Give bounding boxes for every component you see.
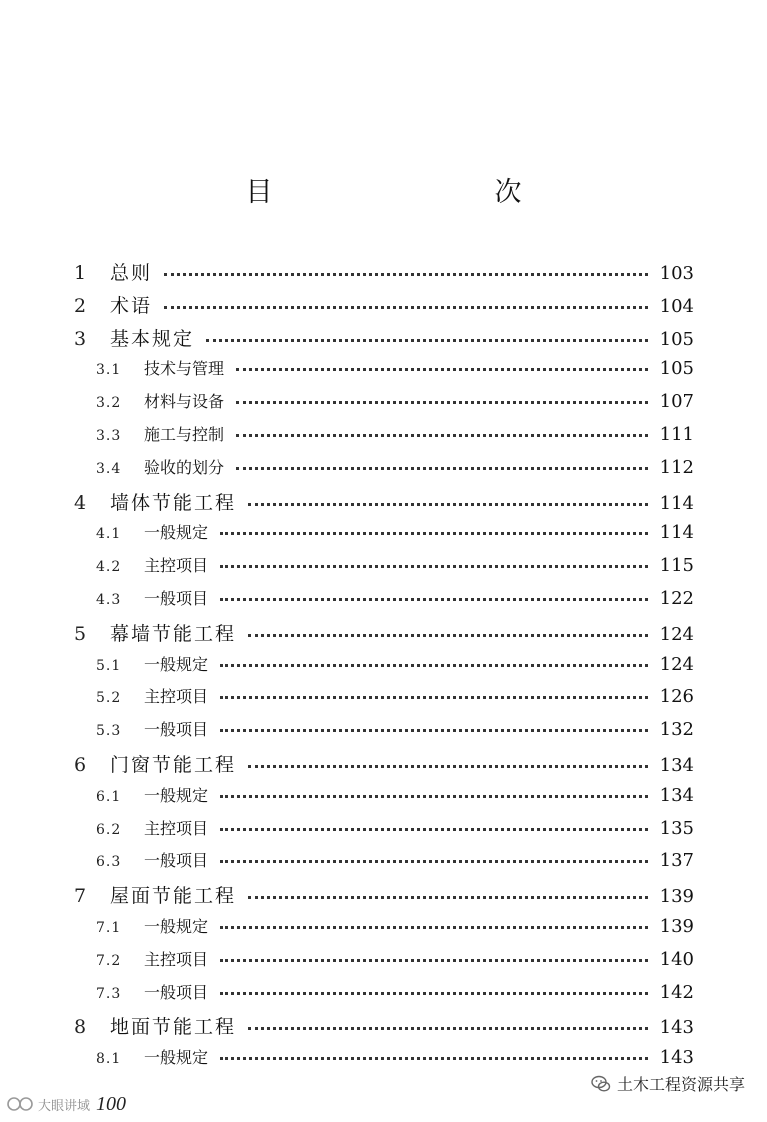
toc-leader-dots [248, 628, 648, 637]
toc-leader-dots [164, 300, 648, 309]
toc-entry-label: 主控项目 [144, 556, 209, 576]
footer-watermark [6, 1092, 126, 1116]
toc-leader-dots [236, 428, 648, 437]
toc-entry-label: 屋面节能工程 [110, 885, 237, 908]
toc-section-entry [72, 652, 694, 685]
toc-section-entry [72, 684, 694, 717]
toc-entry-number: 5.1 [96, 657, 122, 674]
toc-entry-label: 一般规定 [144, 523, 209, 543]
toc-entry-number: 4.2 [96, 559, 122, 576]
toc-leader-dots [220, 854, 648, 863]
watermark-text: 大眼讲域 [38, 1098, 91, 1114]
table-of-contents [72, 258, 694, 1078]
toc-entry-page: 137 [659, 850, 694, 872]
toc-entry-label: 主控项目 [144, 949, 209, 969]
toc-entry-label: 一般项目 [144, 982, 209, 1002]
toc-chapter-entry [72, 881, 694, 914]
toc-entry-number: 3 [74, 327, 87, 350]
toc-chapter-entry [72, 291, 694, 324]
toc-entry-label: 幕墙节能工程 [110, 622, 237, 645]
toc-entry-page: 105 [659, 358, 694, 380]
toc-leader-dots [220, 723, 648, 732]
toc-entry-page: 132 [659, 719, 694, 741]
toc-leader-dots [248, 890, 648, 899]
toc-entry-label: 墙体节能工程 [110, 491, 237, 514]
toc-chapter-entry [72, 324, 694, 357]
toc-leader-dots [248, 1021, 648, 1030]
page-number: 100 [96, 1092, 127, 1115]
toc-section-entry [72, 586, 694, 619]
toc-entry-page: 105 [659, 328, 694, 350]
toc-entry-number: 5.2 [96, 690, 122, 707]
toc-section-entry [72, 553, 694, 586]
toc-entry-number: 3.2 [96, 395, 122, 412]
toc-entry-number: 7.1 [96, 919, 122, 936]
toc-section-entry [72, 389, 694, 422]
toc-entry-page: 114 [659, 492, 694, 514]
toc-entry-label: 技术与管理 [144, 359, 225, 379]
toc-leader-dots [220, 559, 648, 568]
toc-entry-page: 111 [659, 423, 694, 445]
toc-entry-number: 6.2 [96, 821, 122, 838]
toc-entry-label: 一般规定 [144, 785, 209, 805]
toc-leader-dots [220, 789, 648, 798]
toc-entry-number: 3.3 [96, 427, 122, 444]
toc-chapter-entry [72, 750, 694, 783]
toc-entry-page: 122 [659, 587, 694, 609]
toc-leader-dots [248, 497, 648, 506]
toc-entry-number: 4.3 [96, 591, 122, 608]
toc-entry-page: 124 [659, 623, 694, 645]
toc-entry-page: 134 [659, 784, 694, 806]
toc-section-entry [72, 980, 694, 1013]
wechat-account-name: 土木工程资源共享 [616, 1075, 745, 1094]
toc-leader-dots [206, 333, 648, 342]
toc-entry-label: 术语 [110, 294, 153, 317]
toc-entry-number: 2 [74, 294, 87, 317]
toc-entry-page: 143 [659, 1017, 694, 1039]
toc-entry-number: 4 [74, 491, 87, 514]
toc-leader-dots [220, 526, 648, 535]
toc-entry-number: 7.3 [96, 985, 122, 1002]
toc-entry-page: 107 [659, 391, 694, 413]
toc-entry-number: 3.1 [96, 362, 122, 379]
toc-leader-dots [236, 395, 648, 404]
toc-section-entry [72, 783, 694, 816]
toc-entry-page: 140 [659, 948, 694, 970]
toc-section-entry [72, 914, 694, 947]
toc-entry-number: 6.1 [96, 788, 122, 805]
page-title: 目 次 [245, 177, 578, 208]
toc-entry-number: 5.3 [96, 723, 122, 740]
toc-entry-page: 139 [659, 915, 694, 937]
toc-section-entry [72, 455, 694, 488]
toc-entry-page: 114 [659, 522, 694, 544]
toc-entry-page: 104 [659, 295, 694, 317]
toc-entry-page: 135 [659, 817, 694, 839]
toc-entry-number: 6.3 [96, 854, 122, 871]
toc-entry-page: 103 [659, 263, 694, 284]
toc-leader-dots [236, 461, 648, 470]
toc-entry-number: 7.2 [96, 952, 122, 969]
wechat-icon [591, 1074, 611, 1094]
toc-entry-page: 115 [659, 555, 694, 577]
toc-entry-label: 一般项目 [144, 851, 209, 871]
toc-section-entry [72, 816, 694, 849]
toc-entry-number: 7 [74, 885, 87, 908]
toc-leader-dots [220, 920, 648, 929]
toc-leader-dots [164, 267, 648, 276]
toc-leader-dots [220, 1051, 648, 1060]
toc-entry-number: 8 [74, 1016, 87, 1039]
toc-entry-page: 143 [659, 1047, 694, 1069]
toc-entry-label: 施工与控制 [144, 424, 225, 444]
toc-chapter-entry [72, 258, 694, 291]
toc-entry-label: 主控项目 [144, 687, 209, 707]
toc-leader-dots [220, 986, 648, 995]
toc-entry-page: 112 [659, 456, 694, 478]
toc-section-entry [72, 848, 694, 881]
toc-entry-number: 5 [74, 622, 87, 645]
toc-entry-label: 总则 [110, 262, 153, 284]
toc-entry-page: 142 [659, 981, 694, 1003]
toc-entry-label: 一般规定 [144, 654, 209, 674]
toc-entry-label: 材料与设备 [144, 392, 225, 412]
toc-leader-dots [236, 362, 648, 371]
toc-entry-label: 基本规定 [110, 327, 195, 350]
toc-leader-dots [220, 822, 648, 831]
toc-section-entry [72, 520, 694, 553]
toc-entry-number: 1 [74, 262, 87, 284]
toc-entry-label: 主控项目 [144, 818, 209, 838]
toc-leader-dots [220, 658, 648, 667]
toc-entry-label: 一般项目 [144, 588, 209, 608]
toc-leader-dots [220, 953, 648, 962]
toc-entry-number: 8.1 [96, 1051, 122, 1068]
toc-entry-page: 126 [659, 686, 694, 708]
toc-chapter-entry [72, 1012, 694, 1045]
toc-leader-dots [248, 759, 648, 768]
toc-section-entry [72, 717, 694, 750]
toc-entry-label: 一般规定 [144, 916, 209, 936]
watermark-logo-icon [6, 1096, 34, 1112]
toc-entry-label: 一般规定 [144, 1048, 209, 1068]
toc-section-entry [72, 356, 694, 389]
toc-chapter-entry [72, 488, 694, 521]
toc-entry-number: 6 [74, 753, 87, 776]
toc-entry-label: 验收的划分 [144, 457, 225, 477]
toc-entry-page: 139 [659, 886, 694, 908]
toc-entry-number: 3.4 [96, 460, 122, 477]
toc-section-entry [72, 947, 694, 980]
toc-entry-page: 134 [659, 754, 694, 776]
toc-leader-dots [220, 690, 648, 699]
toc-section-entry [72, 422, 694, 455]
toc-entry-page: 124 [659, 653, 694, 675]
toc-leader-dots [220, 592, 648, 601]
toc-entry-label: 门窗节能工程 [110, 753, 237, 776]
toc-entry-label: 地面节能工程 [110, 1016, 237, 1039]
toc-entry-label: 一般项目 [144, 720, 209, 740]
toc-chapter-entry [72, 619, 694, 652]
wechat-account-badge [591, 1072, 745, 1095]
toc-entry-number: 4.1 [96, 526, 122, 543]
